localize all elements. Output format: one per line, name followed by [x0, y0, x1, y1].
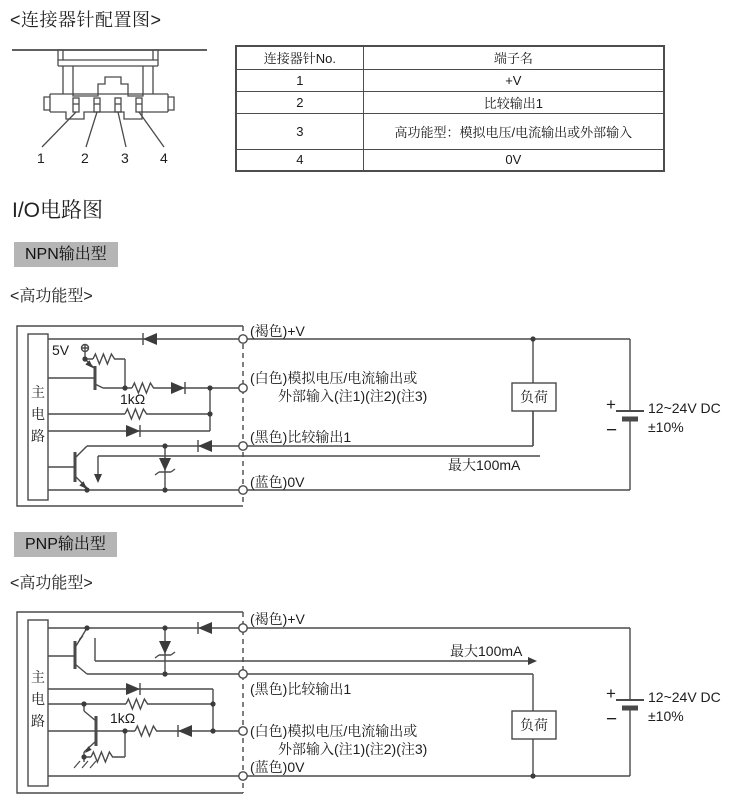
terminal-cell: 高功能型：模拟电压/电流输出或外部输入: [363, 113, 664, 149]
pin-table-header-no: 连接器针No.: [236, 46, 363, 69]
pnp-main-circuit-label: [31, 669, 45, 729]
table-row: [236, 91, 664, 113]
npn-supply-label-2: ±10%: [648, 419, 684, 435]
npn-white-wire-label-2: 外部输入(注1)(注2)(注3): [278, 388, 428, 404]
pin-number-1: 1: [37, 150, 45, 166]
pin-table-header-terminal: 端子名: [363, 46, 664, 69]
pnp-battery-minus: −: [606, 709, 618, 730]
pin-number-3: 3: [121, 150, 129, 166]
pnp-type-badge: PNP输出型: [14, 532, 117, 557]
connector-diagram: [0, 40, 230, 175]
npn-load-label: 负荷: [520, 389, 548, 405]
pin-no-cell: 1: [236, 69, 363, 91]
pnp-circuit-diagram: [0, 602, 750, 807]
pin-no-cell: 3: [236, 113, 363, 149]
pnp-white-wire-label-2: 外部输入(注1)(注2)(注3): [278, 741, 428, 757]
npn-1k-label: 1kΩ: [120, 391, 146, 407]
pnp-subtype-label: <高功能型>: [10, 575, 93, 592]
connector-pin-numbers: [37, 150, 168, 166]
pin-number-2: 2: [81, 150, 89, 166]
terminal-cell: +V: [363, 69, 664, 91]
npn-battery-minus: −: [606, 420, 618, 441]
svg-text:路: 路: [31, 428, 45, 444]
connector-housing: [12, 50, 207, 147]
pnp-1k-label: 1kΩ: [110, 710, 136, 726]
pnp-black-wire-label: (黑色)比较输出1: [250, 681, 352, 697]
npn-black-wire-label: (黑色)比较输出1: [250, 429, 352, 445]
terminal-cell: 0V: [363, 149, 664, 171]
npn-supply-label-1: 12~24V DC: [648, 400, 721, 416]
svg-text:电: 电: [31, 406, 45, 422]
pnp-load-label: 负荷: [520, 717, 548, 733]
pnp-supply-label-1: 12~24V DC: [648, 689, 721, 705]
svg-text:路: 路: [31, 713, 45, 729]
pin-number-4: 4: [160, 150, 168, 166]
npn-5v-label: 5V: [52, 342, 70, 358]
npn-battery-plus: +: [606, 395, 616, 414]
table-row: [236, 149, 664, 171]
table-row: [236, 69, 664, 91]
svg-text:主: 主: [31, 669, 45, 685]
svg-text:电: 电: [31, 691, 45, 707]
io-section-heading: I/O电路图: [12, 199, 104, 222]
pin-no-cell: 2: [236, 91, 363, 113]
table-row: [236, 113, 664, 149]
pnp-battery-plus: +: [606, 684, 616, 703]
npn-blue-wire-label: (蓝色)0V: [250, 474, 305, 490]
page-title: <连接器针配置图>: [10, 10, 162, 30]
npn-max-current-label: 最大100mA: [448, 457, 521, 473]
pnp-brown-wire-label: (褐色)+V: [250, 611, 305, 627]
terminal-cell: 比较输出1: [363, 91, 664, 113]
pin-table-header-row: [236, 46, 664, 69]
pnp-supply-label-2: ±10%: [648, 708, 684, 724]
svg-text:主: 主: [31, 384, 45, 400]
npn-circuit-diagram: [0, 318, 750, 513]
npn-white-wire-label-1: (白色)模拟电压/电流输出或: [250, 370, 418, 386]
connector-pins: [73, 98, 142, 112]
npn-type-badge: NPN输出型: [14, 242, 118, 267]
pin-table: [235, 45, 665, 172]
pnp-white-wire-label-1: (白色)模拟电压/电流输出或: [250, 723, 418, 739]
pnp-max-current-label: 最大100mA: [450, 643, 523, 659]
npn-subtype-label: <高功能型>: [10, 288, 93, 305]
npn-brown-wire-label: (褐色)+V: [250, 323, 305, 339]
pnp-blue-wire-label: (蓝色)0V: [250, 759, 305, 775]
npn-main-circuit-label: [31, 384, 45, 444]
pin-no-cell: 4: [236, 149, 363, 171]
